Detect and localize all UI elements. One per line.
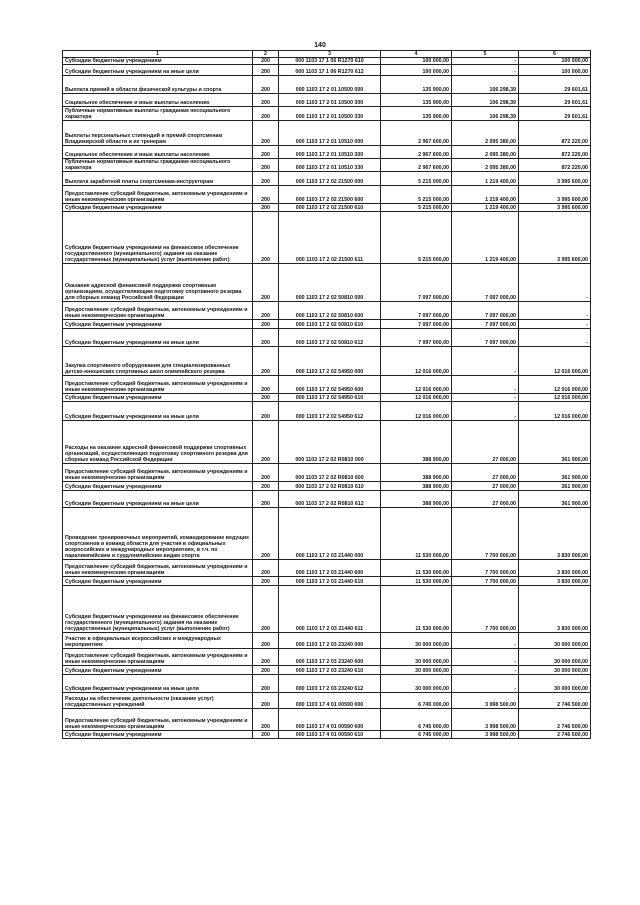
row-name-cell: Расходы на оказание адресной финансовой поддержки спортивных организаций, осуществляющих подготовку спортивного резерва для сборных команд Российской Федерации xyxy=(63,421,253,464)
column-header: 1 xyxy=(63,51,253,58)
row-amount-cell: - xyxy=(519,320,591,329)
row-amount-cell: 29 601,61 xyxy=(519,94,591,107)
table-row xyxy=(63,577,591,586)
row-amount-cell: 106 298,39 xyxy=(452,107,519,121)
table-row xyxy=(63,394,591,402)
row-amount-cell: 2 095 380,00 xyxy=(452,121,519,146)
row-amount-cell: - xyxy=(452,402,519,421)
row-code-cell: 200 xyxy=(253,394,279,402)
table-row xyxy=(63,212,591,264)
column-header: 6 xyxy=(519,51,591,58)
row-name-cell: Оказание адресной финансовой поддержки спортивным организациям, осуществляющим подготовку спортивного резерва для сборных команд Российской Федерации xyxy=(63,264,253,302)
row-amount-cell: 5 215 000,00 xyxy=(381,204,452,212)
row-amount-cell: 27 000,00 xyxy=(452,421,519,464)
row-amount-cell: 27 000,00 xyxy=(452,491,519,508)
row-code-cell: 200 xyxy=(253,421,279,464)
table-row xyxy=(63,329,591,347)
row-amount-cell: 3 995 600,00 xyxy=(519,204,591,212)
table-row xyxy=(63,58,591,65)
row-name-cell: Социальное обеспечение и иные выплаты населению xyxy=(63,94,253,107)
table-row xyxy=(63,402,591,421)
row-amount-cell: 30 000 000,00 xyxy=(381,633,452,649)
row-amount-cell: 3 998 500,00 xyxy=(452,709,519,731)
row-code-cell: 200 xyxy=(253,709,279,731)
row-amount-cell: - xyxy=(452,633,519,649)
column-header: 3 xyxy=(279,51,381,58)
table-row xyxy=(63,508,591,560)
row-name-cell: Субсидии бюджетным учреждениям на иные цели xyxy=(63,402,253,421)
row-name-cell: Закупка спортивного оборудования для специализированных детско-юношеских спортивных школ олимпийского резерва xyxy=(63,347,253,376)
column-header: 5 xyxy=(452,51,519,58)
row-code-cell: 200 xyxy=(253,212,279,264)
row-kbk-cell: 000 1103 17 2 01 10510 330 xyxy=(279,159,381,172)
row-amount-cell: 6 745 000,00 xyxy=(381,693,452,709)
row-amount-cell: 11 530 000,00 xyxy=(381,508,452,560)
row-kbk-cell: 000 1103 17 2 02 21500 600 xyxy=(279,186,381,204)
row-kbk-cell: 000 1103 17 2 03 21440 000 xyxy=(279,508,381,560)
row-amount-cell: 135 900,00 xyxy=(381,76,452,94)
row-code-cell: 200 xyxy=(253,675,279,693)
row-amount-cell: 5 215 000,00 xyxy=(381,212,452,264)
row-amount-cell: 106 298,39 xyxy=(452,94,519,107)
row-amount-cell: 106 298,39 xyxy=(452,76,519,94)
row-amount-cell: 12 016 000,00 xyxy=(381,376,452,394)
table-row xyxy=(63,633,591,649)
row-amount-cell: 30 000 000,00 xyxy=(381,666,452,675)
row-code-cell: 200 xyxy=(253,347,279,376)
table-row xyxy=(63,76,591,94)
row-name-cell: Субсидии бюджетным учреждениям на иные цели xyxy=(63,329,253,347)
row-amount-cell: 30 000 000,00 xyxy=(519,675,591,693)
row-amount-cell: 11 530 000,00 xyxy=(381,577,452,586)
row-code-cell: 200 xyxy=(253,186,279,204)
row-amount-cell: 388 900,00 xyxy=(381,464,452,482)
row-kbk-cell: 000 1103 17 2 03 23240 600 xyxy=(279,649,381,666)
row-amount-cell: 872 220,00 xyxy=(519,159,591,172)
row-amount-cell: 872 220,00 xyxy=(519,146,591,159)
row-amount-cell: 2 746 500,00 xyxy=(519,693,591,709)
row-amount-cell: 27 000,00 xyxy=(452,482,519,491)
row-amount-cell: - xyxy=(452,65,519,76)
row-amount-cell: 7 097 000,00 xyxy=(381,329,452,347)
row-code-cell: 200 xyxy=(253,649,279,666)
row-kbk-cell: 000 1103 17 2 02 R0810 600 xyxy=(279,464,381,482)
row-kbk-cell: 000 1103 17 4 01 00590 600 xyxy=(279,709,381,731)
row-name-cell: Социальное обеспечение и иные выплаты населению xyxy=(63,146,253,159)
row-amount-cell: - xyxy=(519,302,591,320)
row-kbk-cell: 000 1103 17 2 02 21500 611 xyxy=(279,212,381,264)
row-amount-cell: 12 016 000,00 xyxy=(519,376,591,394)
row-amount-cell: 388 900,00 xyxy=(381,482,452,491)
row-amount-cell: 388 900,00 xyxy=(381,421,452,464)
table-row xyxy=(63,146,591,159)
row-code-cell: 200 xyxy=(253,172,279,186)
row-amount-cell: 135 900,00 xyxy=(381,94,452,107)
row-amount-cell: - xyxy=(519,264,591,302)
row-amount-cell: 361 900,00 xyxy=(519,482,591,491)
row-name-cell: Предоставление субсидий бюджетным, автономным учреждениям и иным некоммерческим организациям xyxy=(63,649,253,666)
row-kbk-cell: 000 1103 17 2 02 21500 610 xyxy=(279,204,381,212)
row-kbk-cell: 000 1103 17 2 02 54950 000 xyxy=(279,347,381,376)
row-code-cell: 200 xyxy=(253,376,279,394)
row-code-cell: 200 xyxy=(253,577,279,586)
row-amount-cell: 2 746 500,00 xyxy=(519,709,591,731)
row-name-cell: Предоставление субсидий бюджетным, автономным учреждениям и иным некоммерческим организациям xyxy=(63,464,253,482)
row-kbk-cell: 000 1103 17 4 01 00590 610 xyxy=(279,731,381,739)
row-amount-cell: 1 219 400,00 xyxy=(452,212,519,264)
row-kbk-cell: 000 1103 17 2 01 10500 330 xyxy=(279,107,381,121)
table-row xyxy=(63,482,591,491)
table-row xyxy=(63,186,591,204)
row-code-cell: 200 xyxy=(253,302,279,320)
table-row xyxy=(63,560,591,577)
row-amount-cell: 7 097 000,00 xyxy=(452,302,519,320)
row-amount-cell: 3 998 500,00 xyxy=(452,731,519,739)
row-amount-cell: - xyxy=(519,329,591,347)
row-code-cell: 200 xyxy=(253,76,279,94)
row-amount-cell: - xyxy=(452,675,519,693)
table-header-row xyxy=(63,51,591,58)
table-row xyxy=(63,731,591,739)
table-row xyxy=(63,491,591,508)
row-amount-cell: 12 016 000,00 xyxy=(381,394,452,402)
row-kbk-cell: 000 1103 17 2 01 10510 000 xyxy=(279,121,381,146)
row-amount-cell: 7 700 000,00 xyxy=(452,508,519,560)
row-amount-cell: 3 995 600,00 xyxy=(519,172,591,186)
budget-table xyxy=(62,50,591,739)
table-row xyxy=(63,649,591,666)
row-name-cell: Расходы на обеспечение деятельности (оказание услуг) государственных учреждений xyxy=(63,693,253,709)
row-kbk-cell: 000 1103 17 1 06 R1270 610 xyxy=(279,58,381,65)
row-amount-cell: 361 900,00 xyxy=(519,491,591,508)
row-amount-cell: 27 000,00 xyxy=(452,464,519,482)
row-code-cell: 200 xyxy=(253,508,279,560)
row-amount-cell: 3 830 000,00 xyxy=(519,577,591,586)
row-name-cell: Субсидии бюджетным учреждениям xyxy=(63,204,253,212)
row-amount-cell: 361 900,00 xyxy=(519,464,591,482)
row-amount-cell: 11 530 000,00 xyxy=(381,560,452,577)
row-code-cell: 200 xyxy=(253,204,279,212)
row-kbk-cell: 000 1103 17 2 02 R0810 612 xyxy=(279,491,381,508)
row-code-cell: 200 xyxy=(253,107,279,121)
row-name-cell: Предоставление субсидий бюджетным, автономным учреждениям и иным некоммерческим организациям xyxy=(63,560,253,577)
row-kbk-cell: 000 1103 17 2 02 21500 000 xyxy=(279,172,381,186)
row-name-cell: Субсидии бюджетным учреждениям на иные цели xyxy=(63,491,253,508)
table-row xyxy=(63,264,591,302)
row-code-cell: 200 xyxy=(253,464,279,482)
row-code-cell: 200 xyxy=(253,633,279,649)
row-amount-cell: 12 016 000,00 xyxy=(519,347,591,376)
row-code-cell: 200 xyxy=(253,560,279,577)
row-kbk-cell: 000 1103 17 2 01 10510 300 xyxy=(279,146,381,159)
row-amount-cell: 3 830 000,00 xyxy=(519,560,591,577)
row-name-cell: Субсидии бюджетным учреждениям на иные цели xyxy=(63,675,253,693)
row-code-cell: 200 xyxy=(253,482,279,491)
row-name-cell: Публичные нормативные выплаты гражданам несоциального характера xyxy=(63,107,253,121)
row-name-cell: Субсидии бюджетным учреждениям xyxy=(63,666,253,675)
table-row xyxy=(63,65,591,76)
row-name-cell: Предоставление субсидий бюджетным, автономным учреждениям и иным некоммерческим организациям xyxy=(63,376,253,394)
row-amount-cell: 11 530 000,00 xyxy=(381,586,452,633)
row-amount-cell: 361 900,00 xyxy=(519,421,591,464)
table-row xyxy=(63,204,591,212)
table-row xyxy=(63,94,591,107)
row-kbk-cell: 000 1103 17 2 02 50810 610 xyxy=(279,320,381,329)
row-amount-cell: 3 995 600,00 xyxy=(519,212,591,264)
row-amount-cell: 30 000 000,00 xyxy=(381,649,452,666)
table-row xyxy=(63,172,591,186)
row-kbk-cell: 000 1103 17 2 03 21440 600 xyxy=(279,560,381,577)
row-amount-cell: 3 995 600,00 xyxy=(519,186,591,204)
row-name-cell: Выплата премий в области физической культуры и спорта xyxy=(63,76,253,94)
row-name-cell: Субсидии бюджетным учреждениям на иные цели xyxy=(63,65,253,76)
table-row xyxy=(63,107,591,121)
row-amount-cell: 872 220,00 xyxy=(519,121,591,146)
row-amount-cell: 7 700 000,00 xyxy=(452,577,519,586)
row-name-cell: Субсидии бюджетным учреждениям xyxy=(63,731,253,739)
row-kbk-cell: 000 1103 17 2 02 R0810 000 xyxy=(279,421,381,464)
row-amount-cell: 30 000 000,00 xyxy=(519,666,591,675)
row-kbk-cell: 000 1103 17 2 02 R0810 610 xyxy=(279,482,381,491)
row-code-cell: 200 xyxy=(253,58,279,65)
row-kbk-cell: 000 1103 17 2 03 21440 611 xyxy=(279,586,381,633)
row-amount-cell: - xyxy=(452,394,519,402)
row-code-cell: 200 xyxy=(253,731,279,739)
row-code-cell: 200 xyxy=(253,65,279,76)
row-name-cell: Субсидии бюджетным учреждениям на финансовое обеспечение государственного (муниципального) задания на оказание государственных (муниципальных) услуг (выполнение работ) xyxy=(63,586,253,633)
row-amount-cell: 7 097 000,00 xyxy=(381,264,452,302)
row-name-cell: Субсидии бюджетным учреждениям xyxy=(63,482,253,491)
row-kbk-cell: 000 1103 17 2 03 23240 610 xyxy=(279,666,381,675)
row-kbk-cell: 000 1103 17 2 02 54950 612 xyxy=(279,402,381,421)
row-amount-cell: - xyxy=(452,666,519,675)
row-name-cell: Участие в официальных всероссийских и международных мероприятиях xyxy=(63,633,253,649)
row-amount-cell: 5 215 000,00 xyxy=(381,186,452,204)
row-amount-cell: 100 000,00 xyxy=(381,65,452,76)
row-kbk-cell: 000 1103 17 2 02 54950 600 xyxy=(279,376,381,394)
row-name-cell: Выплаты персональных стипендий и премий спортсменам Владимирской области и их тренерам xyxy=(63,121,253,146)
row-name-cell: Публичные нормативные выплаты гражданам несоциального характера xyxy=(63,159,253,172)
row-amount-cell: 12 016 000,00 xyxy=(519,402,591,421)
row-amount-cell: 30 000 000,00 xyxy=(519,633,591,649)
row-kbk-cell: 000 1103 17 2 01 10500 000 xyxy=(279,76,381,94)
table-row xyxy=(63,320,591,329)
row-kbk-cell: 000 1103 17 2 03 23240 000 xyxy=(279,633,381,649)
row-amount-cell: - xyxy=(452,376,519,394)
table-row xyxy=(63,347,591,376)
row-amount-cell: 2 967 600,00 xyxy=(381,146,452,159)
row-amount-cell: 29 601,61 xyxy=(519,107,591,121)
table-row xyxy=(63,693,591,709)
row-amount-cell: 5 215 000,00 xyxy=(381,172,452,186)
row-amount-cell: 2 095 380,00 xyxy=(452,146,519,159)
table-row xyxy=(63,464,591,482)
table-row xyxy=(63,421,591,464)
row-name-cell: Предоставление субсидий бюджетным, автономным учреждениям и иным некоммерческим организациям xyxy=(63,302,253,320)
row-amount-cell: 7 097 000,00 xyxy=(452,329,519,347)
row-amount-cell: 3 830 000,00 xyxy=(519,586,591,633)
row-amount-cell: 1 219 400,00 xyxy=(452,204,519,212)
row-code-cell: 200 xyxy=(253,264,279,302)
row-amount-cell: 388 900,00 xyxy=(381,491,452,508)
table-row xyxy=(63,675,591,693)
row-amount-cell: 2 967 600,00 xyxy=(381,121,452,146)
row-kbk-cell: 000 1103 17 4 01 00590 000 xyxy=(279,693,381,709)
row-amount-cell: 6 745 000,00 xyxy=(381,709,452,731)
row-amount-cell: 100 000,00 xyxy=(519,65,591,76)
row-kbk-cell: 000 1103 17 2 02 54950 610 xyxy=(279,394,381,402)
row-name-cell: Субсидии бюджетным учреждениям xyxy=(63,577,253,586)
table-row xyxy=(63,302,591,320)
row-name-cell: Проведение тренировочных мероприятий, командирование ведущих спортсменов и команд области для участия в официальных всероссийских и международных мероприятиях, в т.ч. по паралимпийским и сурдлимпийским видам спорта xyxy=(63,508,253,560)
row-amount-cell: 1 219 400,00 xyxy=(452,172,519,186)
row-kbk-cell: 000 1103 17 2 02 50810 000 xyxy=(279,264,381,302)
row-amount-cell: - xyxy=(452,58,519,65)
row-amount-cell: 7 700 000,00 xyxy=(452,560,519,577)
row-code-cell: 200 xyxy=(253,329,279,347)
row-amount-cell: 12 016 000,00 xyxy=(381,347,452,376)
row-amount-cell: 7 097 000,00 xyxy=(381,302,452,320)
column-header: 4 xyxy=(381,51,452,58)
row-name-cell: Предоставление субсидий бюджетным, автономным учреждениям и иным некоммерческим организациям xyxy=(63,186,253,204)
row-name-cell: Субсидии бюджетным учреждениям xyxy=(63,58,253,65)
row-name-cell: Субсидии бюджетным учреждениям xyxy=(63,320,253,329)
table-row xyxy=(63,586,591,633)
table-row xyxy=(63,159,591,172)
column-header: 2 xyxy=(253,51,279,58)
row-amount-cell: 100 000,00 xyxy=(381,58,452,65)
row-code-cell: 200 xyxy=(253,402,279,421)
table-row xyxy=(63,709,591,731)
row-amount-cell: 2 967 600,00 xyxy=(381,159,452,172)
row-name-cell: Субсидии бюджетным учреждениям xyxy=(63,394,253,402)
row-kbk-cell: 000 1103 17 1 06 R1270 612 xyxy=(279,65,381,76)
row-kbk-cell: 000 1103 17 2 01 10500 300 xyxy=(279,94,381,107)
row-code-cell: 200 xyxy=(253,586,279,633)
row-amount-cell: 1 219 400,00 xyxy=(452,186,519,204)
row-amount-cell: 7 097 000,00 xyxy=(381,320,452,329)
row-code-cell: 200 xyxy=(253,121,279,146)
row-code-cell: 200 xyxy=(253,666,279,675)
row-amount-cell: 29 601,61 xyxy=(519,76,591,94)
row-amount-cell: 12 016 000,00 xyxy=(519,394,591,402)
row-amount-cell: 12 016 000,00 xyxy=(381,402,452,421)
row-kbk-cell: 000 1103 17 2 02 50810 600 xyxy=(279,302,381,320)
row-kbk-cell: 000 1103 17 2 03 23240 612 xyxy=(279,675,381,693)
row-name-cell: Выплата заработной платы спортсменам-инструкторам xyxy=(63,172,253,186)
row-amount-cell: 135 900,00 xyxy=(381,107,452,121)
row-amount-cell: 30 000 000,00 xyxy=(519,649,591,666)
row-code-cell: 200 xyxy=(253,693,279,709)
table-row xyxy=(63,666,591,675)
row-name-cell: Предоставление субсидий бюджетным, автономным учреждениям и иным некоммерческим организациям xyxy=(63,709,253,731)
row-code-cell: 200 xyxy=(253,94,279,107)
row-amount-cell: 30 000 000,00 xyxy=(381,675,452,693)
row-amount-cell: 100 000,00 xyxy=(519,58,591,65)
table-row xyxy=(63,376,591,394)
row-amount-cell: 2 746 500,00 xyxy=(519,731,591,739)
row-amount-cell: - xyxy=(452,649,519,666)
row-kbk-cell: 000 1103 17 2 03 21440 610 xyxy=(279,577,381,586)
row-name-cell: Субсидии бюджетным учреждениям на финансовое обеспечение государственного (муниципального) задания на оказание государственных (муниципальных) услуг (выполнение работ) xyxy=(63,212,253,264)
row-amount-cell: 3 830 000,00 xyxy=(519,508,591,560)
row-amount-cell: 7 097 000,00 xyxy=(452,264,519,302)
row-code-cell: 200 xyxy=(253,159,279,172)
row-code-cell: 200 xyxy=(253,320,279,329)
row-amount-cell: 7 700 000,00 xyxy=(452,586,519,633)
row-amount-cell: 6 745 000,00 xyxy=(381,731,452,739)
row-amount-cell: 2 095 380,00 xyxy=(452,159,519,172)
row-kbk-cell: 000 1103 17 2 02 50810 612 xyxy=(279,329,381,347)
row-amount-cell: - xyxy=(452,347,519,376)
row-code-cell: 200 xyxy=(253,146,279,159)
row-code-cell: 200 xyxy=(253,491,279,508)
page-number: 140 xyxy=(314,42,326,49)
row-amount-cell: 7 097 000,00 xyxy=(452,320,519,329)
table-row xyxy=(63,121,591,146)
row-amount-cell: 3 998 500,00 xyxy=(452,693,519,709)
